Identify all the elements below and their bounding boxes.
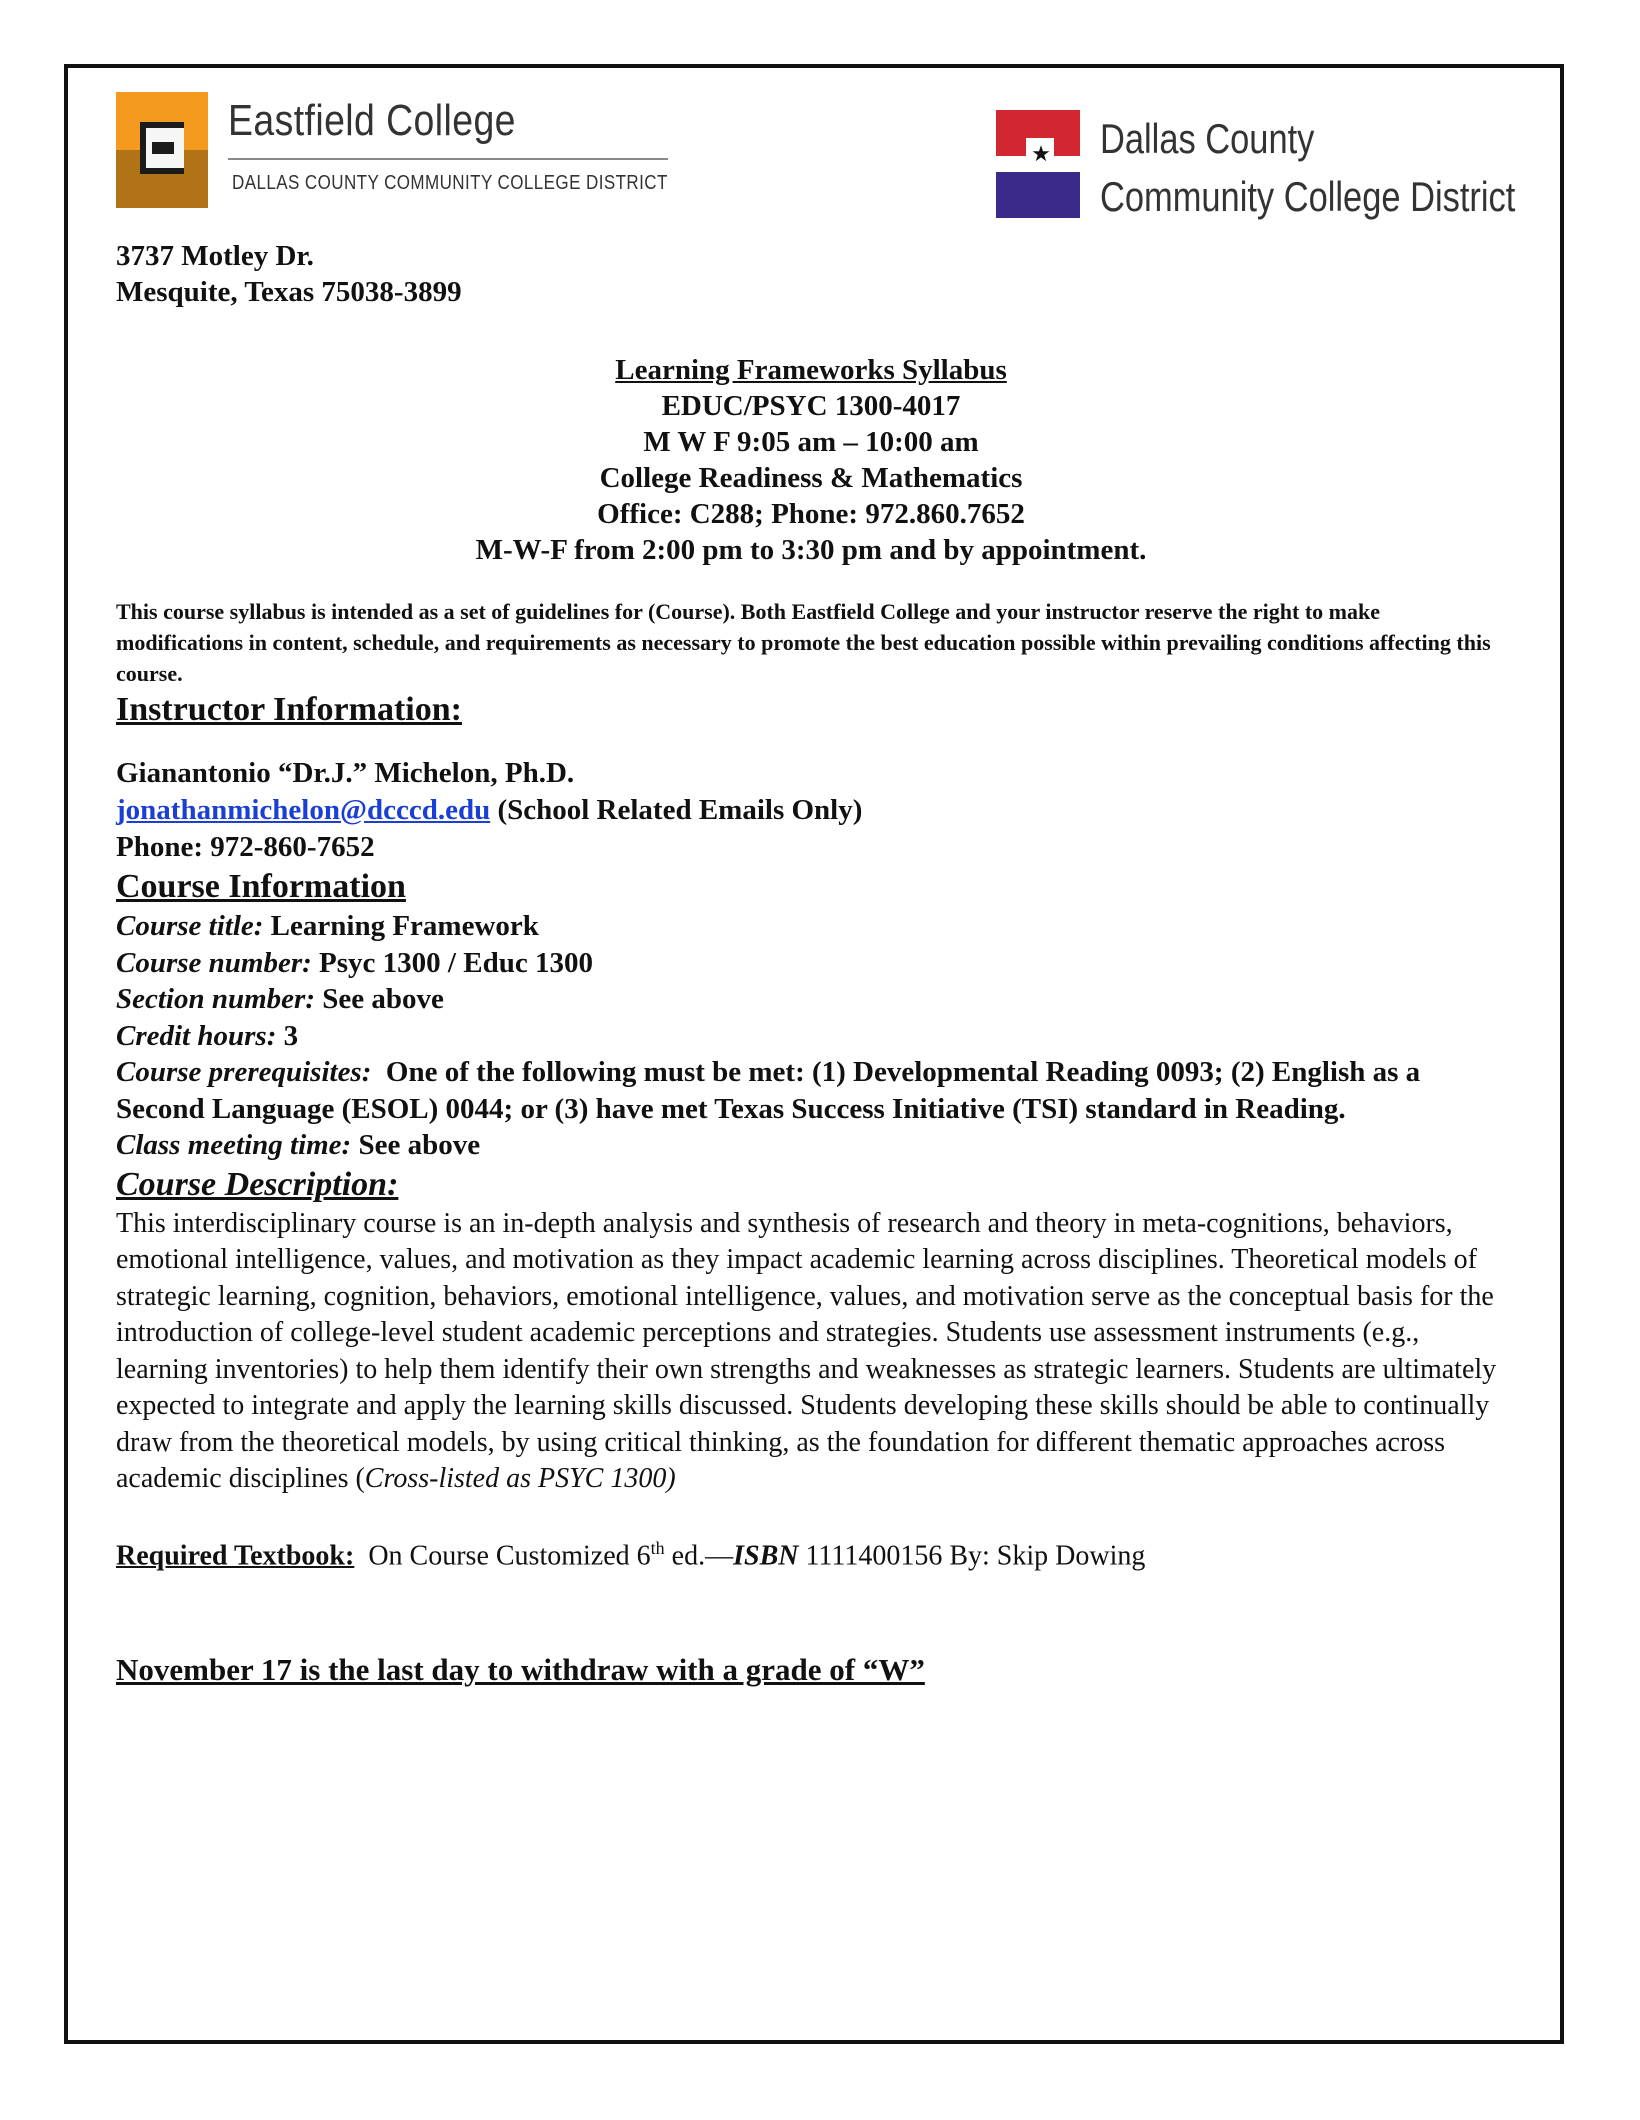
syllabus-disclaimer: This course syllabus is intended as a set of guidelines for (Course). Both Eastfield College and your instructor reserve the right to make modifications in content, schedule, and requirements as necessary to promote the best education possible within prevailing conditions affecting this course. — [116, 599, 1491, 686]
section-number-row: Section number: See above — [116, 983, 444, 1015]
address — [116, 238, 1506, 310]
eastfield-emblem-icon — [116, 92, 208, 208]
meeting-time-row: Class meeting time: See above — [116, 1129, 481, 1161]
instructor-phone: Phone: 972-860-7652 — [116, 831, 375, 863]
department: College Readiness & Mathematics — [599, 462, 1023, 494]
course-description: This interdisciplinary course is an in-depth analysis and synthesis of research and theory in meta-cognitions, behaviors, emotional intelligence, values, and motivation as they impact academic learning across disciplines. Theoretical models of strategic learning, cognition, behaviors, emotional intelligence, values, and motivation serve as the conceptual basis for the introduction of college-level student academic perceptions and strategies. Students use assessment instruments (e.g., learning inventories) to help them identify their own strengths and weaknesses as strategic learners. Students are ultimately expected to integrate and apply the learning skills discussed. Students developing these skills should be able to continually draw from the theoretical models, by using critical thinking, as the foundation for different thematic approaches across academic disciplines (Cross-listed as PSYC 1300) — [116, 1207, 1497, 1494]
dcccd-name: Dallas County Community College District — [1100, 115, 1516, 220]
credit-hours-row: Credit hours: 3 — [116, 1019, 299, 1052]
course-title-row: Course title: Learning Framework — [116, 910, 539, 942]
syllabus-title: Learning Frameworks Syllabus — [615, 354, 1007, 386]
dcccd-logo — [996, 110, 1536, 228]
email-note: (School Related Emails Only) — [490, 794, 863, 826]
eastfield-name: Eastfield College — [228, 96, 516, 145]
course-number-row: Course number: Psyc 1300 / Educ 1300 — [116, 946, 593, 979]
eastfield-subtitle: DALLAS COUNTY COMMUNITY COLLEGE DISTRICT — [232, 172, 668, 194]
address-line-1: 3737 Motley Dr. — [116, 240, 314, 272]
withdraw-deadline: November 17 is the last day to withdraw with a grade of “W” — [116, 1651, 925, 1687]
eastfield-divider — [228, 158, 668, 160]
address-line-2: Mesquite, Texas 75038-3899 — [116, 276, 462, 308]
office-info: Office: C288; Phone: 972.860.7652 — [597, 498, 1025, 530]
course-info-heading: Course Information — [116, 868, 406, 905]
course-header — [116, 352, 1506, 568]
instructor-email-link[interactable]: jonathanmichelon@dcccd.edu — [116, 794, 491, 826]
course-schedule: M W F 9:05 am – 10:00 am — [643, 426, 979, 458]
instructor-heading: Instructor Information: — [116, 691, 462, 728]
required-textbook: Required Textbook: On Course Customized 6th ed.—ISBN 1111400156 By: Skip Dowing — [116, 1537, 1146, 1571]
course-info — [116, 908, 1506, 1164]
instructor-info — [116, 755, 1506, 866]
instructor-email-line — [116, 792, 1506, 829]
eastfield-logo — [116, 92, 676, 208]
course-code: EDUC/PSYC 1300-4017 — [661, 390, 961, 422]
dcccd-flag-icon: ★ — [996, 110, 1080, 218]
prerequisites-row: Course prerequisites: One of the following must be met: (1) Developmental Reading 0093; (2) English as a Second Language (ESOL) 0044; or (3) have met Texas Success Initiative (TSI) standard in Reading. — [116, 1056, 1428, 1125]
syllabus-document — [116, 88, 1516, 1688]
letterhead — [116, 88, 1516, 238]
instructor-name: Gianantonio “Dr.J.” Michelon, Ph.D. — [116, 757, 575, 789]
office-hours: M-W-F from 2:00 pm to 3:30 pm and by appointment. — [475, 534, 1147, 566]
course-description-heading: Course Description: — [116, 1165, 399, 1203]
